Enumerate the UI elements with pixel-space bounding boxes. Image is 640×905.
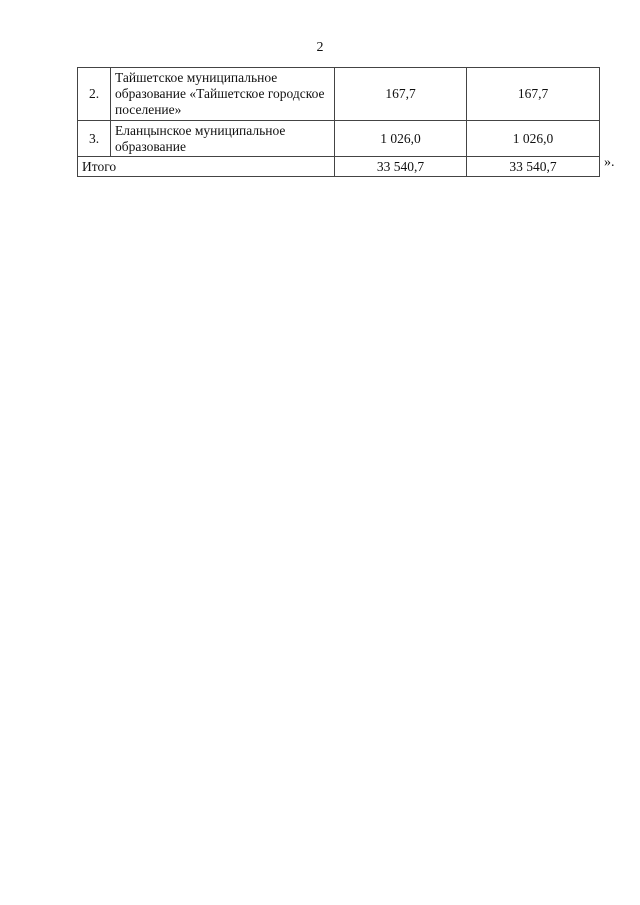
row-name: Тайшетское муниципальное образование «Тайшетское городское поселение» [111, 68, 335, 121]
row-number: 3. [78, 121, 111, 157]
row-number: 2. [78, 68, 111, 121]
row-value-1: 1 026,0 [335, 121, 467, 157]
row-value-2: 167,7 [467, 68, 600, 121]
page-number: 2 [316, 40, 324, 55]
row-value-2: 1 026,0 [467, 121, 600, 157]
total-value-1: 33 540,7 [335, 157, 467, 177]
budget-table [77, 67, 600, 177]
row-value-1: 167,7 [335, 68, 467, 121]
table-total-row [78, 157, 600, 177]
table-row [78, 68, 600, 121]
row-name: Еланцынское муниципальное образование [111, 121, 335, 157]
total-value-2: 33 540,7 [467, 157, 600, 177]
total-label: Итого [78, 157, 335, 177]
table-row [78, 121, 600, 157]
closing-quote-mark: ». [604, 155, 615, 170]
